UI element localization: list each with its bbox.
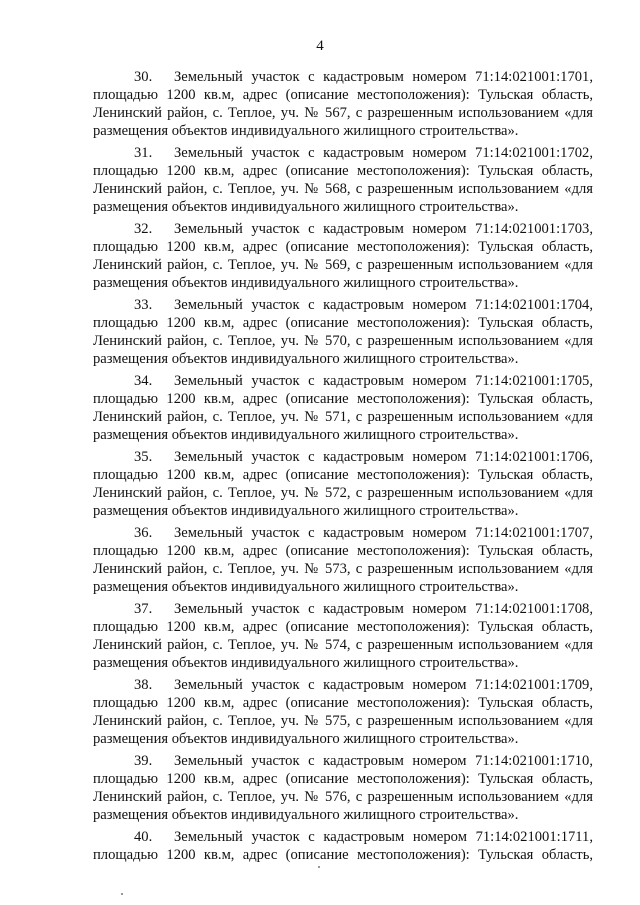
text-line: размещения объектов индивидуального жилищного строительства». <box>93 503 519 519</box>
item-number: 30. <box>134 69 153 85</box>
text-line: площадью 1200 кв.м, адрес (описание местоположения): Тульская область, <box>93 771 593 787</box>
text-line: Ленинский район, с. Теплое, уч. № 571, с разрешенным использованием «для <box>93 409 593 425</box>
text-line: размещения объектов индивидуального жилищного строительства». <box>93 351 519 367</box>
text-line: площадью 1200 кв.м, адрес (описание местоположения): Тульская область, <box>93 163 593 179</box>
list-item <box>93 296 593 368</box>
text-line: размещения объектов индивидуального жилищного строительства». <box>93 579 519 595</box>
text-line: размещения объектов индивидуального жилищного строительства». <box>93 655 519 671</box>
text-line: размещения объектов индивидуального жилищного строительства». <box>93 199 519 215</box>
item-text: Земельный участок с кадастровым номером 71:14:021001:1703, <box>174 221 593 237</box>
text-line: площадью 1200 кв.м, адрес (описание местоположения): Тульская область, <box>93 87 593 103</box>
item-number: 40. <box>134 829 153 845</box>
text-line: площадью 1200 кв.м, адрес (описание местоположения): Тульская область, <box>93 695 593 711</box>
text-line: Ленинский район, с. Теплое, уч. № 572, с разрешенным использованием «для <box>93 485 593 501</box>
text-line: площадью 1200 кв.м, адрес (описание местоположения): Тульская область, <box>93 467 593 483</box>
item-number: 34. <box>134 373 153 389</box>
list-item <box>93 448 593 520</box>
list-item <box>93 144 593 216</box>
text-line: размещения объектов индивидуального жилищного строительства». <box>93 427 519 443</box>
item-number: 39. <box>134 753 153 769</box>
document-body <box>93 68 593 868</box>
text-line: Ленинский район, с. Теплое, уч. № 569, с разрешенным использованием «для <box>93 257 593 273</box>
item-number: 38. <box>134 677 153 693</box>
text-line: размещения объектов индивидуального жилищного строительства». <box>93 275 519 291</box>
text-line <box>93 448 593 466</box>
text-line: размещения объектов индивидуального жилищного строительства». <box>93 807 519 823</box>
item-number: 33. <box>134 297 153 313</box>
text-line: Ленинский район, с. Теплое, уч. № 575, с разрешенным использованием «для <box>93 713 593 729</box>
scan-speck <box>121 893 123 895</box>
text-line <box>93 372 593 390</box>
list-item <box>93 676 593 748</box>
item-text: Земельный участок с кадастровым номером 71:14:021001:1701, <box>174 69 593 85</box>
text-line: площадью 1200 кв.м, адрес (описание местоположения): Тульская область, <box>93 847 593 863</box>
text-line <box>93 220 593 238</box>
text-line: площадью 1200 кв.м, адрес (описание местоположения): Тульская область, <box>93 239 593 255</box>
item-number: 32. <box>134 221 153 237</box>
item-number: 35. <box>134 449 153 465</box>
item-text: Земельный участок с кадастровым номером 71:14:021001:1707, <box>174 525 593 541</box>
list-item <box>93 68 593 140</box>
text-line: площадью 1200 кв.м, адрес (описание местоположения): Тульская область, <box>93 391 593 407</box>
text-line: площадью 1200 кв.м, адрес (описание местоположения): Тульская область, <box>93 315 593 331</box>
page-number: 4 <box>316 38 324 54</box>
item-text: Земельный участок с кадастровым номером 71:14:021001:1704, <box>174 297 593 313</box>
list-item <box>93 220 593 292</box>
item-number: 31. <box>134 145 153 161</box>
item-number: 36. <box>134 525 153 541</box>
item-text: Земельный участок с кадастровым номером 71:14:021001:1710, <box>174 753 593 769</box>
text-line: площадью 1200 кв.м, адрес (описание местоположения): Тульская область, <box>93 543 593 559</box>
text-line: размещения объектов индивидуального жилищного строительства». <box>93 123 519 139</box>
list-item <box>93 524 593 596</box>
text-line: размещения объектов индивидуального жилищного строительства». <box>93 731 519 747</box>
item-text: Земельный участок с кадастровым номером 71:14:021001:1702, <box>174 145 593 161</box>
text-line <box>93 752 593 770</box>
list-item <box>93 828 593 864</box>
text-line: площадью 1200 кв.м, адрес (описание местоположения): Тульская область, <box>93 619 593 635</box>
item-text: Земельный участок с кадастровым номером 71:14:021001:1705, <box>174 373 593 389</box>
item-text: Земельный участок с кадастровым номером 71:14:021001:1711, <box>174 829 593 845</box>
text-line: Ленинский район, с. Теплое, уч. № 576, с разрешенным использованием «для <box>93 789 593 805</box>
text-line: Ленинский район, с. Теплое, уч. № 567, с разрешенным использованием «для <box>93 105 593 121</box>
text-line <box>93 828 593 846</box>
item-text: Земельный участок с кадастровым номером 71:14:021001:1709, <box>174 677 593 693</box>
text-line <box>93 600 593 618</box>
item-number: 37. <box>134 601 153 617</box>
text-line <box>93 676 593 694</box>
text-line <box>93 524 593 542</box>
item-text: Земельный участок с кадастровым номером 71:14:021001:1708, <box>174 601 593 617</box>
text-line: Ленинский район, с. Теплое, уч. № 573, с разрешенным использованием «для <box>93 561 593 577</box>
item-text: Земельный участок с кадастровым номером 71:14:021001:1706, <box>174 449 593 465</box>
text-line: Ленинский район, с. Теплое, уч. № 568, с разрешенным использованием «для <box>93 181 593 197</box>
text-line <box>93 144 593 162</box>
scan-speck <box>318 866 320 868</box>
text-line <box>93 68 593 86</box>
list-item <box>93 372 593 444</box>
list-item <box>93 600 593 672</box>
list-item <box>93 752 593 824</box>
text-line: Ленинский район, с. Теплое, уч. № 574, с разрешенным использованием «для <box>93 637 593 653</box>
text-line <box>93 296 593 314</box>
text-line: Ленинский район, с. Теплое, уч. № 570, с разрешенным использованием «для <box>93 333 593 349</box>
